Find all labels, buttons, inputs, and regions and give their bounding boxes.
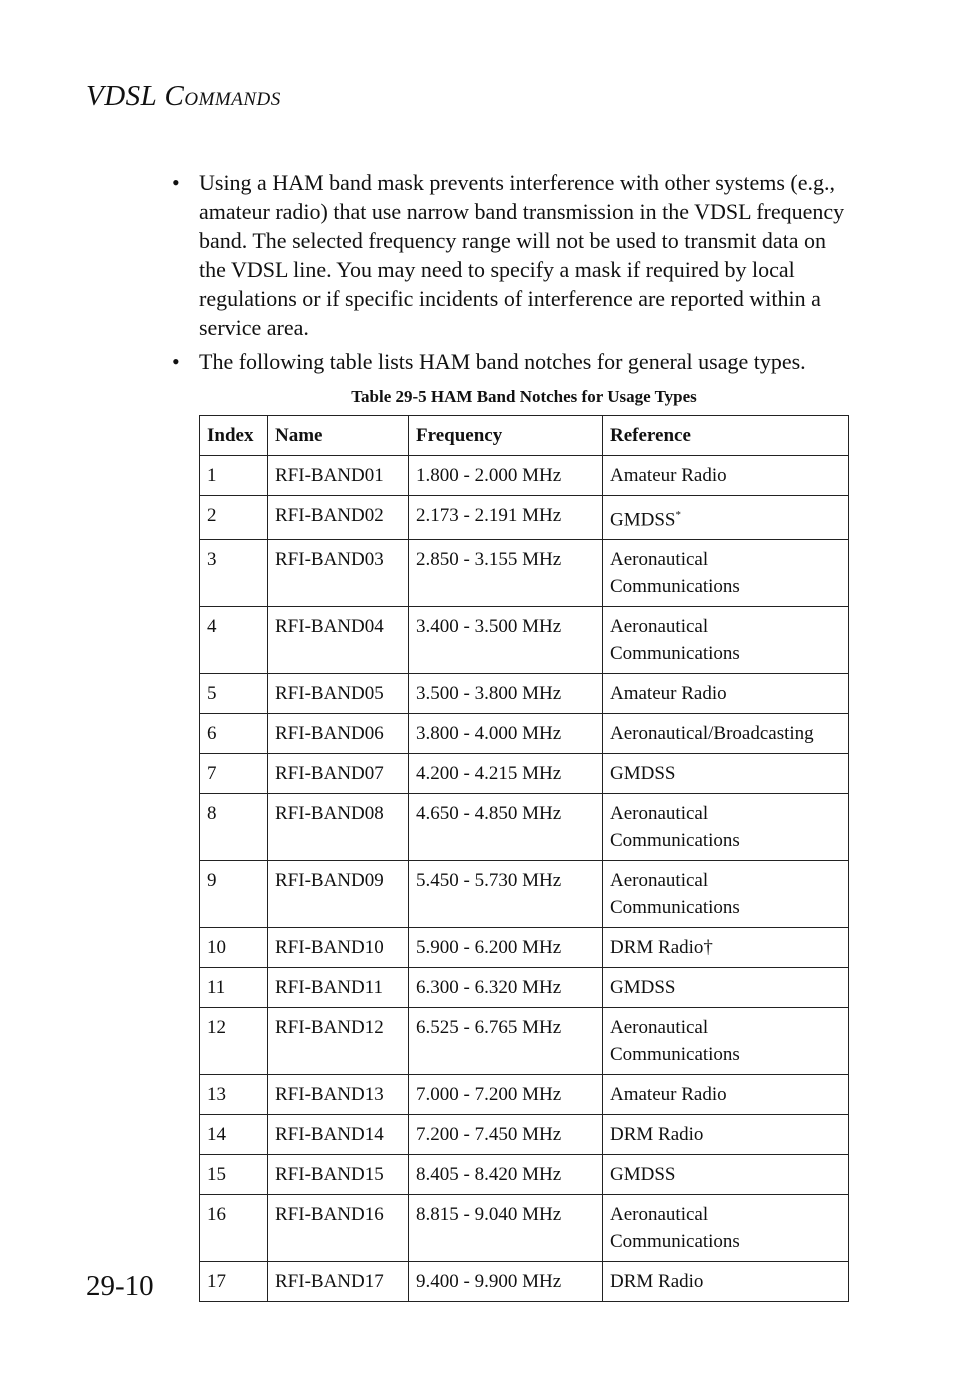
cell-frequency-text: 3.400 - 3.500 MHz xyxy=(416,616,562,638)
cell-reference xyxy=(603,861,849,928)
table-row xyxy=(200,456,849,496)
bullet-item xyxy=(172,168,852,342)
header-index: Index xyxy=(200,416,268,456)
cell-reference-text: Aeronautical Communications xyxy=(610,870,740,919)
cell-name-text: RFI-BAND06 xyxy=(275,723,384,745)
table-row xyxy=(200,1195,849,1262)
cell-name-text: RFI-BAND08 xyxy=(275,803,384,825)
cell-index xyxy=(200,794,268,861)
cell-name-text: RFI-BAND02 xyxy=(275,505,384,526)
cell-frequency-text: 5.450 - 5.730 MHz xyxy=(416,870,562,892)
cell-frequency xyxy=(409,968,603,1008)
cell-name xyxy=(268,496,409,540)
cell-name xyxy=(268,607,409,674)
cell-index-text: 17 xyxy=(207,1271,226,1293)
cell-frequency xyxy=(409,754,603,794)
table-caption: Table 29-5 HAM Band Notches for Usage Types xyxy=(351,387,697,406)
footnote-marker: * xyxy=(675,509,681,521)
cell-reference xyxy=(603,714,849,754)
cell-index-text: 14 xyxy=(207,1124,226,1146)
cell-index xyxy=(200,540,268,607)
cell-index xyxy=(200,714,268,754)
cell-name xyxy=(268,714,409,754)
cell-index xyxy=(200,456,268,496)
cell-reference xyxy=(603,1195,849,1262)
cell-reference-text: Aeronautical Communications xyxy=(610,1204,740,1253)
cell-frequency xyxy=(409,1115,603,1155)
table-row xyxy=(200,1075,849,1115)
cell-reference xyxy=(603,496,849,540)
cell-index-text: 8 xyxy=(207,803,217,825)
cell-name-text: RFI-BAND04 xyxy=(275,616,384,638)
cell-index xyxy=(200,1155,268,1195)
cell-reference xyxy=(603,607,849,674)
table-header-row xyxy=(200,416,849,456)
table-row xyxy=(200,540,849,607)
header-reference: Reference xyxy=(603,416,849,456)
cell-frequency xyxy=(409,1155,603,1195)
cell-reference-text: Amateur Radio xyxy=(610,683,727,705)
cell-index-text: 1 xyxy=(207,465,217,486)
cell-frequency xyxy=(409,1075,603,1115)
cell-index xyxy=(200,674,268,714)
cell-reference-text: Aeronautical/Broadcasting xyxy=(610,723,814,745)
cell-frequency-text: 5.900 - 6.200 MHz xyxy=(416,937,562,959)
bullet-symbol: • xyxy=(172,170,180,195)
cell-frequency-text: 2.173 - 2.191 MHz xyxy=(416,505,562,526)
cell-name xyxy=(268,754,409,794)
cell-name xyxy=(268,928,409,968)
table-row xyxy=(200,1115,849,1155)
cell-name xyxy=(268,540,409,607)
table-row xyxy=(200,674,849,714)
cell-frequency-text: 8.405 - 8.420 MHz xyxy=(416,1164,562,1186)
cell-name-text: RFI-BAND15 xyxy=(275,1164,384,1186)
cell-index-text: 7 xyxy=(207,763,217,785)
cell-reference-text: GMDSS xyxy=(610,977,676,999)
cell-name-text: RFI-BAND14 xyxy=(275,1124,384,1146)
cell-frequency xyxy=(409,607,603,674)
cell-name xyxy=(268,674,409,714)
cell-frequency xyxy=(409,1195,603,1262)
cell-frequency xyxy=(409,540,603,607)
table-row xyxy=(200,714,849,754)
cell-name-text: RFI-BAND17 xyxy=(275,1271,384,1293)
cell-frequency-text: 4.650 - 4.850 MHz xyxy=(416,803,562,825)
cell-name-text: RFI-BAND13 xyxy=(275,1084,384,1106)
cell-name-text: RFI-BAND07 xyxy=(275,763,384,785)
cell-index xyxy=(200,968,268,1008)
cell-index xyxy=(200,1195,268,1262)
header-name: Name xyxy=(268,416,409,456)
cell-reference xyxy=(603,1262,849,1302)
cell-index xyxy=(200,1075,268,1115)
cell-frequency-text: 7.000 - 7.200 MHz xyxy=(416,1084,562,1106)
cell-reference-text: GMDSS xyxy=(610,763,676,785)
cell-name-text: RFI-BAND03 xyxy=(275,549,384,571)
cell-name-text: RFI-BAND16 xyxy=(275,1204,384,1226)
table-row xyxy=(200,1155,849,1195)
cell-name-text: RFI-BAND10 xyxy=(275,937,384,959)
cell-frequency-text: 3.500 - 3.800 MHz xyxy=(416,683,562,705)
cell-frequency xyxy=(409,674,603,714)
cell-index-text: 13 xyxy=(207,1084,226,1106)
running-header xyxy=(86,80,281,113)
cell-frequency xyxy=(409,861,603,928)
cell-reference xyxy=(603,674,849,714)
bullet-list xyxy=(172,168,852,381)
cell-name-text: RFI-BAND05 xyxy=(275,683,384,705)
cell-name xyxy=(268,1008,409,1075)
cell-index xyxy=(200,928,268,968)
cell-index-text: 12 xyxy=(207,1017,226,1039)
bullet-text: The following table lists HAM band notches for general usage types. xyxy=(199,349,806,374)
cell-frequency xyxy=(409,1008,603,1075)
table-row xyxy=(200,1008,849,1075)
cell-name xyxy=(268,456,409,496)
cell-reference-text: Aeronautical Communications xyxy=(610,1017,740,1066)
cell-frequency-text: 9.400 - 9.900 MHz xyxy=(416,1271,562,1293)
cell-index xyxy=(200,754,268,794)
cell-index-text: 5 xyxy=(207,683,217,705)
cell-name xyxy=(268,968,409,1008)
cell-index-text: 11 xyxy=(207,977,226,999)
bullet-item xyxy=(172,347,852,376)
cell-frequency xyxy=(409,1262,603,1302)
cell-frequency-text: 3.800 - 4.000 MHz xyxy=(416,723,562,745)
cell-reference-text: DRM Radio xyxy=(610,1271,704,1293)
cell-reference-text: Amateur Radio xyxy=(610,1084,727,1106)
cell-index xyxy=(200,607,268,674)
cell-frequency xyxy=(409,496,603,540)
cell-frequency-text: 6.525 - 6.765 MHz xyxy=(416,1017,562,1039)
table-row xyxy=(200,861,849,928)
cell-frequency-text: 2.850 - 3.155 MHz xyxy=(416,549,562,571)
cell-index-text: 2 xyxy=(207,505,217,526)
cell-index xyxy=(200,1008,268,1075)
cell-reference xyxy=(603,928,849,968)
cell-reference-text: GMDSS xyxy=(610,509,676,531)
cell-name xyxy=(268,794,409,861)
cell-reference xyxy=(603,1075,849,1115)
table-row xyxy=(200,1262,849,1302)
table-row xyxy=(200,496,849,540)
cell-reference xyxy=(603,968,849,1008)
cell-reference xyxy=(603,754,849,794)
cell-name xyxy=(268,861,409,928)
cell-name xyxy=(268,1262,409,1302)
table-row xyxy=(200,754,849,794)
header-title-small-caps: OMMANDS xyxy=(184,89,281,110)
cell-index xyxy=(200,1262,268,1302)
cell-index-text: 16 xyxy=(207,1204,226,1226)
cell-frequency-text: 1.800 - 2.000 MHz xyxy=(416,465,562,486)
cell-reference-text: Aeronautical Communications xyxy=(610,616,740,665)
cell-name xyxy=(268,1075,409,1115)
page-number: 29-10 xyxy=(86,1270,154,1302)
cell-index-text: 10 xyxy=(207,937,226,959)
cell-reference xyxy=(603,1008,849,1075)
cell-name xyxy=(268,1155,409,1195)
table-row xyxy=(200,928,849,968)
cell-frequency-text: 6.300 - 6.320 MHz xyxy=(416,977,562,999)
table-row xyxy=(200,607,849,674)
cell-reference xyxy=(603,794,849,861)
header-title-large: VDSL C xyxy=(86,80,185,112)
cell-frequency-text: 4.200 - 4.215 MHz xyxy=(416,763,562,785)
cell-frequency xyxy=(409,794,603,861)
table-row xyxy=(200,968,849,1008)
cell-index-text: 15 xyxy=(207,1164,226,1186)
cell-reference xyxy=(603,456,849,496)
cell-reference-text: Aeronautical Communications xyxy=(610,803,740,852)
cell-name-text: RFI-BAND09 xyxy=(275,870,384,892)
cell-reference-text: DRM Radio xyxy=(610,1124,704,1146)
cell-frequency-text: 8.815 - 9.040 MHz xyxy=(416,1204,562,1226)
cell-reference-text: Amateur Radio xyxy=(610,465,727,486)
table-body xyxy=(200,456,849,1302)
table-row xyxy=(200,794,849,861)
cell-index xyxy=(200,1115,268,1155)
cell-index-text: 4 xyxy=(207,616,217,638)
cell-index xyxy=(200,861,268,928)
cell-index-text: 9 xyxy=(207,870,217,892)
cell-reference xyxy=(603,1115,849,1155)
cell-index-text: 3 xyxy=(207,549,217,571)
cell-name-text: RFI-BAND01 xyxy=(275,465,384,486)
cell-reference xyxy=(603,1155,849,1195)
cell-frequency xyxy=(409,928,603,968)
cell-reference-text: Aeronautical Communications xyxy=(610,549,740,598)
bullet-symbol: • xyxy=(172,349,180,374)
cell-frequency xyxy=(409,456,603,496)
ham-band-table xyxy=(199,415,849,1302)
cell-index xyxy=(200,496,268,540)
cell-name xyxy=(268,1195,409,1262)
cell-frequency-text: 7.200 - 7.450 MHz xyxy=(416,1124,562,1146)
cell-reference-text: DRM Radio† xyxy=(610,937,713,959)
cell-name-text: RFI-BAND12 xyxy=(275,1017,384,1039)
cell-index-text: 6 xyxy=(207,723,217,745)
cell-name xyxy=(268,1115,409,1155)
cell-reference-text: GMDSS xyxy=(610,1164,676,1186)
cell-frequency xyxy=(409,714,603,754)
cell-name-text: RFI-BAND11 xyxy=(275,977,384,999)
header-frequency: Frequency xyxy=(409,416,603,456)
bullet-text: Using a HAM band mask prevents interference with other systems (e.g., amateur radio) that use narrow band transmission in the VDSL frequency band. The selected frequency range will not be used to transmit data on the VDSL line. You may need to specify a mask if required by local regulations or if specific incidents of interference are reported within a service area. xyxy=(199,170,845,340)
cell-reference xyxy=(603,540,849,607)
